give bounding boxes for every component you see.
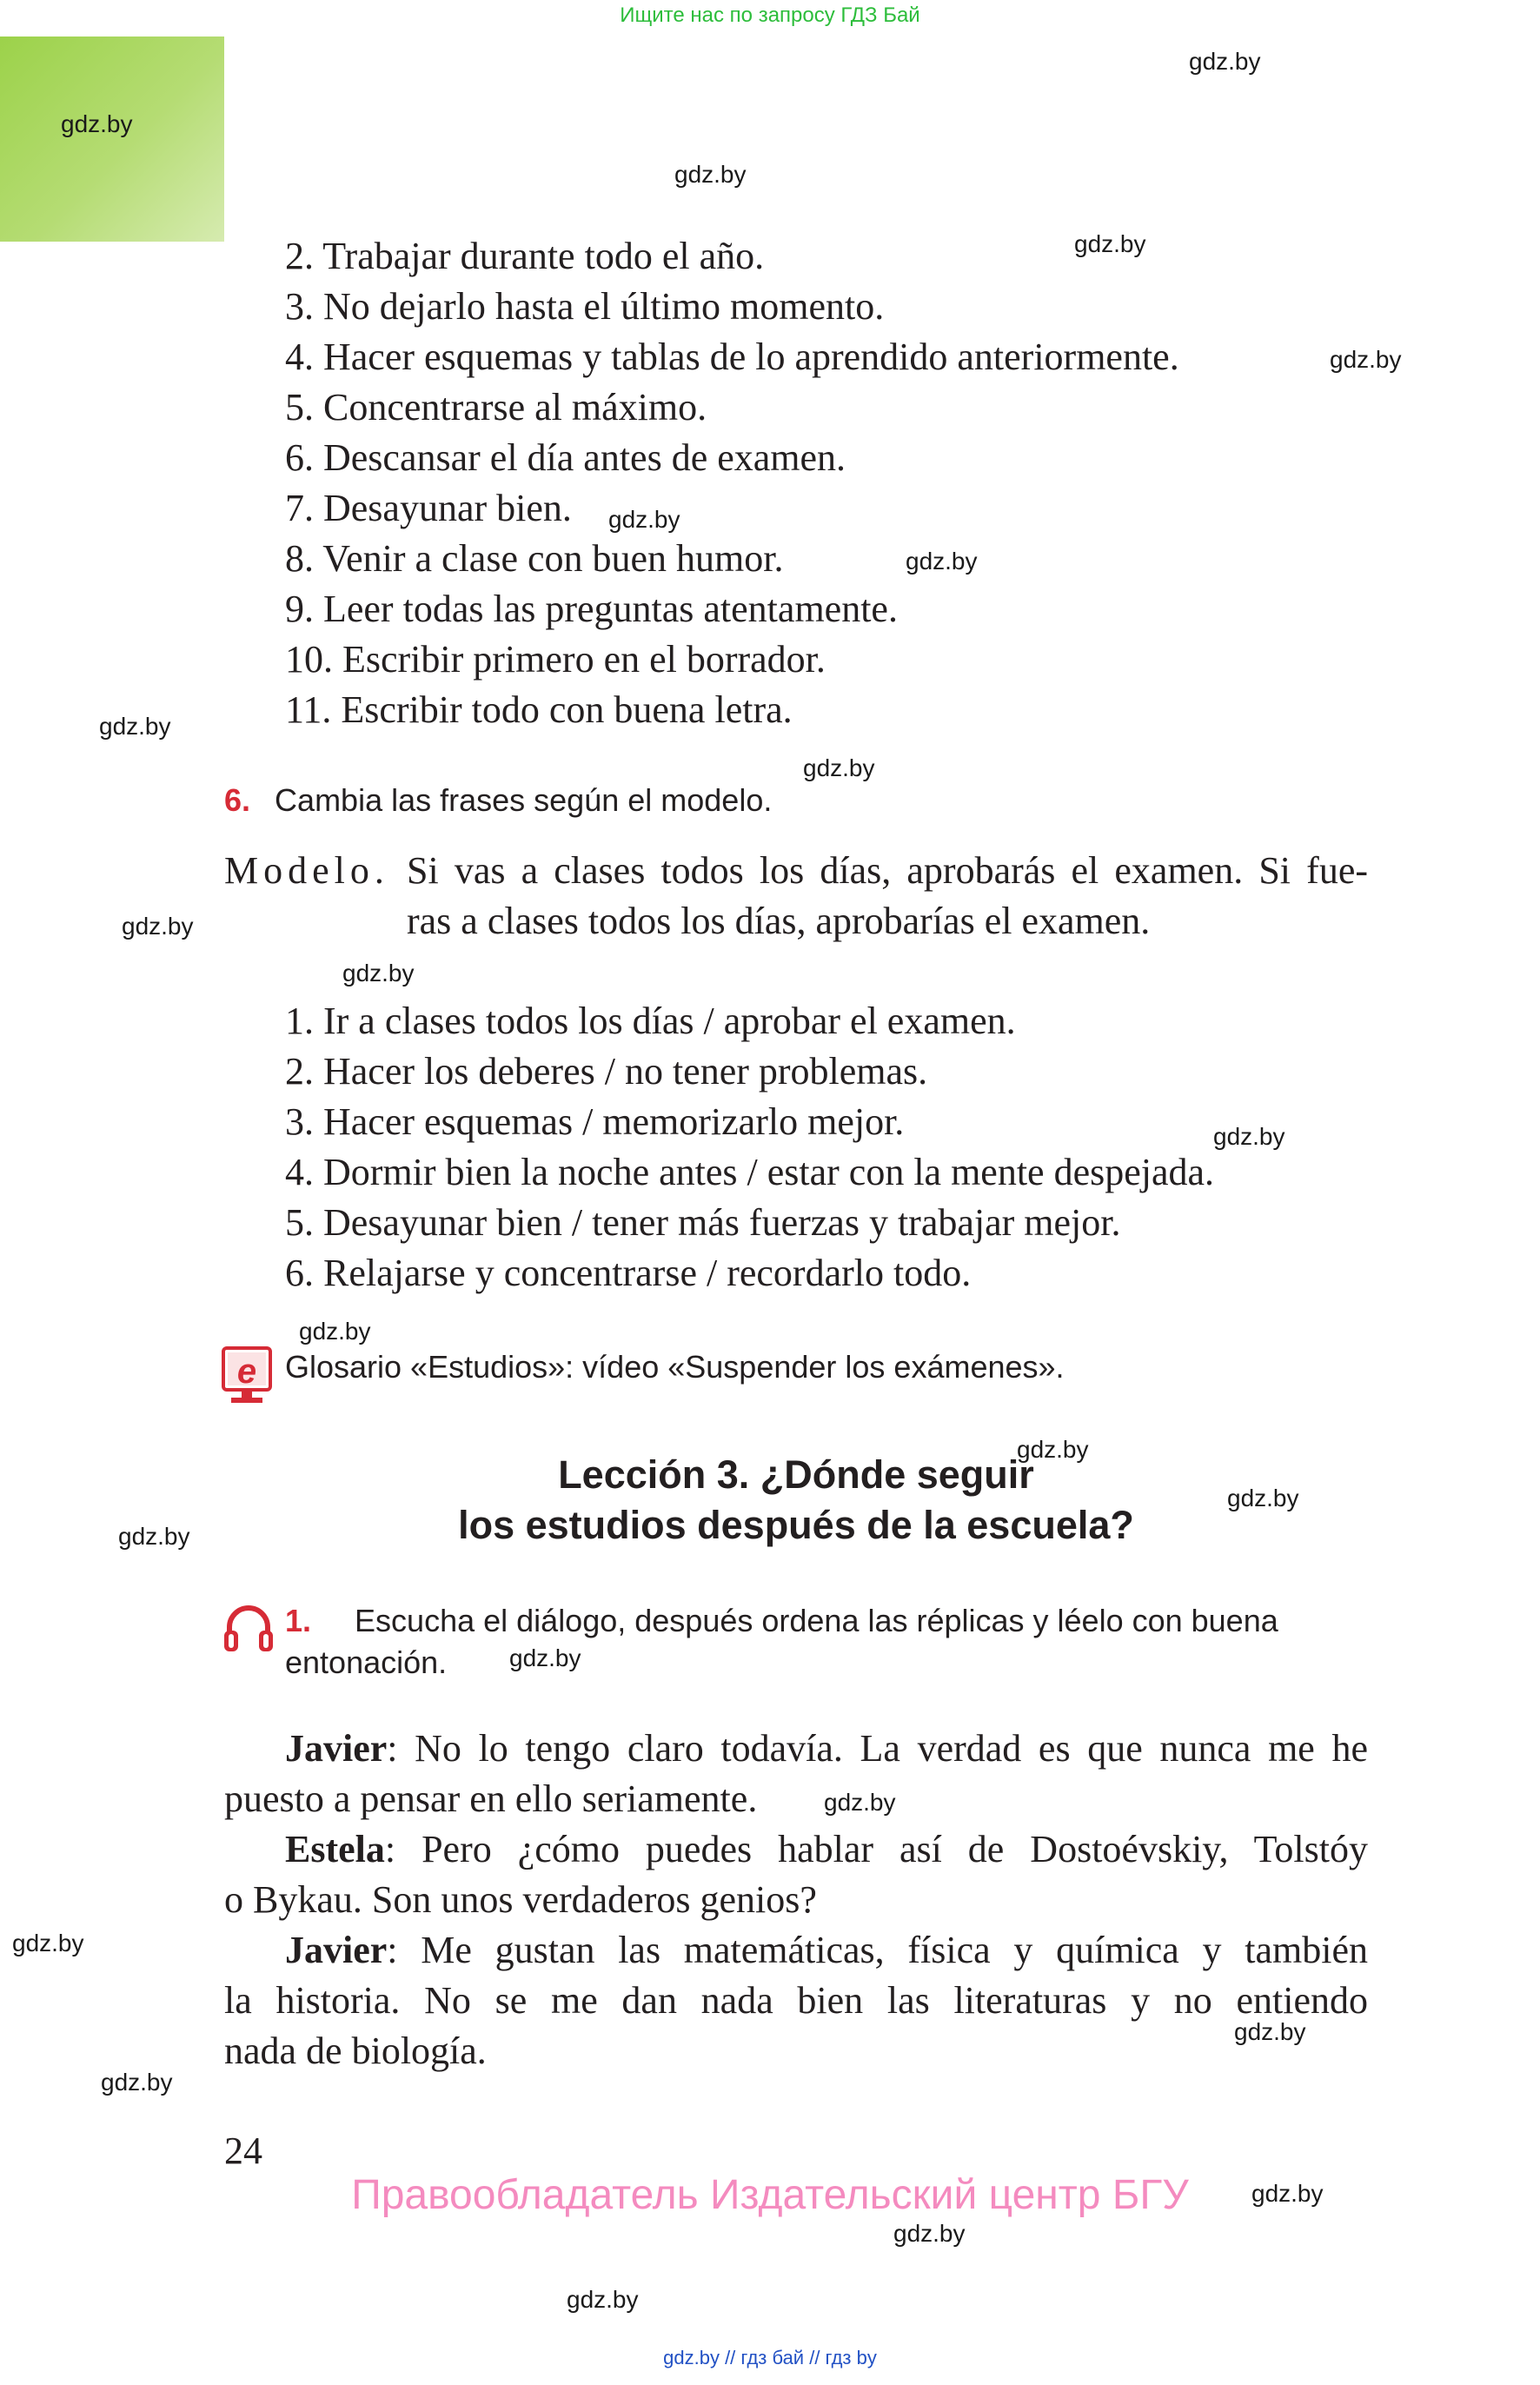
watermark: gdz.by	[1234, 2018, 1306, 2045]
speaker-name: Javier	[285, 1929, 388, 1971]
modelo-line: Si vas a clases todos los días, aprobarás el examen. Si fue-	[407, 849, 1368, 892]
copyright-footer: Правообладатель Издательский центр БГУ	[351, 2172, 1189, 2218]
dialogue-line: nada de biología.	[224, 2030, 487, 2072]
watermark: gdz.by	[1017, 1436, 1089, 1463]
dialogue-text: : Pero ¿cómo puedes hablar así de Dostoévskiy, Tolstóy	[384, 1828, 1368, 1870]
watermark: gdz.by	[509, 1644, 581, 1671]
e-learning-icon	[221, 1345, 275, 1408]
task-1	[285, 1603, 1278, 1639]
task-instruction: entonación.	[285, 1644, 448, 1680]
watermark: gdz.by	[299, 1318, 371, 1345]
dialogue-line	[285, 1724, 1368, 1774]
watermark: gdz.by	[608, 506, 680, 533]
modelo-line: ras a clases todos los días, aprobarías el examen.	[407, 900, 1151, 942]
watermark: gdz.by	[1213, 1123, 1285, 1150]
dialogue-line: o Bykau. Son unos verdaderos genios?	[224, 1878, 817, 1921]
watermark: gdz.by	[906, 548, 978, 575]
list-item: 4. Hacer esquemas y tablas de lo aprendido anteriormente.	[285, 335, 1179, 378]
lesson-title-line: Lección 3. ¿Dónde seguir	[558, 1452, 1034, 1497]
list-item: 9. Leer todas las preguntas atentamente.	[285, 588, 898, 630]
lesson-title-line: los estudios después de la escuela?	[458, 1503, 1134, 1547]
watermark: gdz.by	[99, 713, 171, 740]
watermark: gdz.by	[803, 754, 875, 781]
watermark: gdz.by	[567, 2286, 639, 2313]
list-item: 2. Trabajar durante todo el año.	[285, 235, 765, 277]
list-item: 11. Escribir todo con buena letra.	[285, 688, 793, 731]
list-item: 10. Escribir primero en el borrador.	[285, 638, 826, 681]
watermark: gdz.by	[342, 960, 415, 987]
glosario-text: Glosario «Estudios»: vídeo «Suspender los exámenes».	[285, 1349, 1065, 1385]
watermark: gdz.by	[1330, 346, 1402, 373]
dialogue-line: la historia. No se me dan nada bien las literaturas y no entiendo	[224, 1979, 1368, 2022]
list-item: 5. Concentrarse al máximo.	[285, 386, 707, 429]
dialogue-text: : No lo tengo claro todavía. La verdad es que nunca me he	[387, 1727, 1368, 1770]
dialogue-line: puesto a pensar en ello seriamente.	[224, 1777, 758, 1820]
dialogue-text: : Me gustan las matemáticas, física y química y también	[387, 1929, 1368, 1971]
watermark: gdz.by	[118, 1523, 190, 1550]
page-number: 24	[224, 2129, 262, 2172]
watermark: gdz.by	[824, 1789, 896, 1816]
list-item: 6. Descansar el día antes de examen.	[285, 436, 846, 479]
speaker-name: Estela	[285, 1828, 385, 1870]
task-number: 6.	[224, 782, 251, 818]
list-item: 2. Hacer los deberes / no tener problemas.	[285, 1050, 928, 1093]
list-item: 3. Hacer esquemas / memorizarlo mejor.	[285, 1100, 905, 1143]
watermark: gdz.by	[122, 913, 194, 940]
task-6	[224, 782, 772, 819]
headphones-icon	[221, 1599, 276, 1655]
task-instruction: Escucha el diálogo, después ordena las réplicas y léelo con buena	[355, 1603, 1278, 1638]
watermark: gdz.by	[1251, 2180, 1324, 2207]
top-banner: Ищите нас по запросу ГДЗ Бай	[620, 3, 920, 27]
watermark: gdz.by	[12, 1930, 84, 1956]
dialogue-line	[285, 1925, 1368, 1976]
dialogue-line	[285, 1824, 1368, 1875]
modelo-label: Modelo.	[224, 849, 389, 892]
watermark: gdz.by	[101, 2069, 173, 2096]
list-item: 6. Relajarse y concentrarse / recordarlo todo.	[285, 1252, 972, 1294]
list-item: 4. Dormir bien la noche antes / estar con la mente despejada.	[285, 1151, 1215, 1193]
list-item: 7. Desayunar bien.	[285, 487, 572, 529]
list-item: 8. Venir a clase con buen humor.	[285, 537, 784, 580]
e-icon-letter: e	[236, 1352, 257, 1391]
list-item: 3. No dejarlo hasta el último momento.	[285, 285, 885, 328]
watermark: gdz.by	[61, 110, 133, 137]
watermark: gdz.by	[893, 2220, 966, 2247]
task-instruction: Cambia las frases según el modelo.	[275, 782, 773, 818]
list-item: 1. Ir a clases todos los días / aprobar el examen.	[285, 1000, 1016, 1042]
watermark: gdz.by	[1189, 48, 1261, 75]
task-number: 1.	[285, 1603, 312, 1638]
watermark: gdz.by	[674, 161, 747, 188]
watermark: gdz.by	[1074, 230, 1146, 257]
list-item: 5. Desayunar bien / tener más fuerzas y trabajar mejor.	[285, 1201, 1121, 1244]
watermark: gdz.by	[1227, 1485, 1299, 1511]
corner-decoration	[0, 37, 224, 242]
speaker-name: Javier	[285, 1727, 388, 1770]
bottom-links[interactable]: gdz.by // гдз бай // гдз by	[663, 2347, 877, 2368]
